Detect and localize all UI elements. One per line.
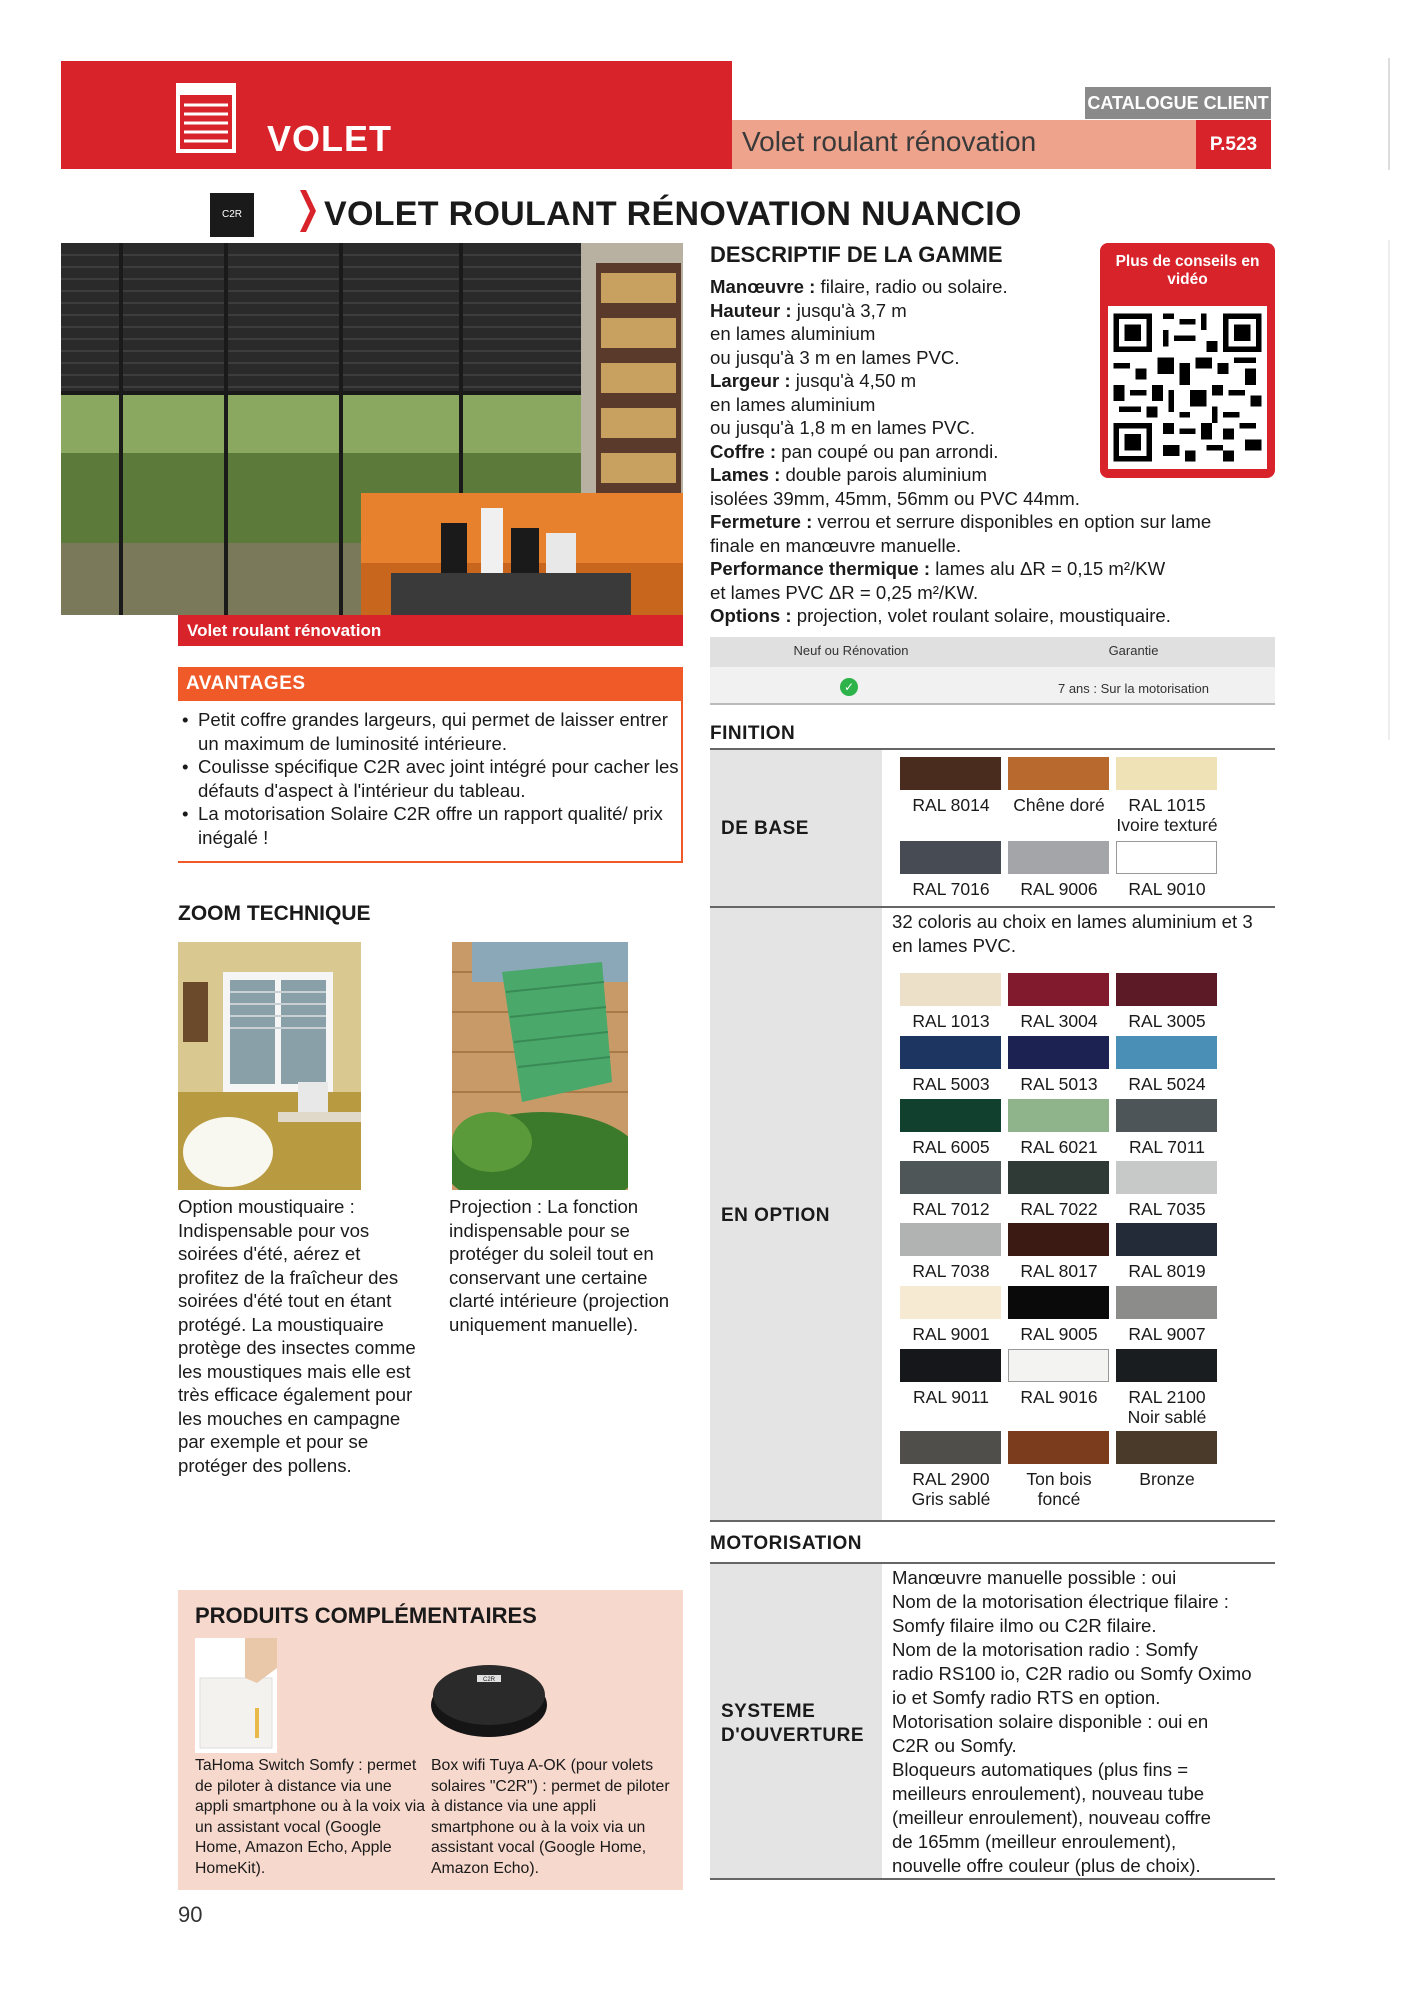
motorisation-line: Motorisation solaire disponible : oui en — [892, 1711, 1209, 1732]
motorisation-line: Nom de la motorisation électrique filaire : — [892, 1591, 1229, 1612]
roller-shutter-icon — [176, 83, 236, 153]
hero-photo — [61, 243, 683, 615]
color-swatch — [1116, 1223, 1217, 1256]
descriptif-line-text: et lames PVC ΔR = 0,25 m²/KW. — [710, 581, 979, 603]
base-label: DE BASE — [721, 818, 809, 839]
color-swatch — [1008, 757, 1109, 790]
motorisation-title: MOTORISATION — [710, 1533, 863, 1554]
color-subname: Gris sablé — [911, 1489, 991, 1509]
box-wifi-caption: Box wifi Tuya A-OK (pour volets solaires "C2R") : permet de piloter à distance via une appli smartphone ou à la voix via un assistant vocal (Google Home, Amazon Echo). — [431, 1757, 670, 1877]
descriptif-line-text: en lames aluminium — [710, 393, 876, 415]
page-title: VOLET ROULANT RÉNOVATION NUANCIO — [324, 195, 1022, 233]
descriptif-line-label: Lames : — [710, 464, 781, 485]
avantages-title: AVANTAGES — [178, 667, 683, 701]
motorisation-line: radio RS100 io, C2R radio ou Somfy Oximo — [892, 1663, 1252, 1684]
color-swatch-label — [1111, 1261, 1223, 1281]
color-subname: Noir sablé — [1127, 1407, 1207, 1427]
descriptif-line-text: en lames aluminium — [710, 323, 876, 344]
descriptif-line-text: projection, volet roulant solaire, moustiquaire. — [791, 605, 1171, 626]
descriptif-line-text: jusqu'à 4,50 m — [790, 370, 917, 391]
color-swatch — [900, 1099, 1001, 1132]
color-name: Bronze — [1139, 1469, 1195, 1489]
systeme-label-line2: D'OUVERTURE — [721, 1725, 865, 1746]
systeme-label-line1: SYSTEME — [721, 1701, 816, 1722]
color-swatch-label — [1111, 1387, 1223, 1427]
systeme-label — [721, 1700, 864, 1748]
descriptif-line — [710, 487, 1270, 511]
color-name: RAL 6021 — [1020, 1137, 1098, 1157]
color-swatch — [1116, 1161, 1217, 1194]
color-swatch — [900, 1223, 1001, 1256]
color-name: RAL 8014 — [912, 795, 990, 815]
descriptif-line-text: verrou et serrure disponibles en option sur lame — [812, 511, 1212, 532]
qr-caption: Plus de conseils en vidéo — [1115, 253, 1260, 288]
motorisation-line: Nom de la motorisation radio : Somfy — [892, 1639, 1198, 1660]
descriptif-line-text: lames alu ΔR = 0,15 m²/KW — [930, 558, 1166, 579]
color-swatch-label — [1111, 879, 1223, 899]
divider — [710, 1878, 1275, 1880]
color-swatch-label — [1111, 1074, 1223, 1094]
color-swatch-label — [895, 1261, 1007, 1281]
color-swatch-label — [895, 1011, 1007, 1031]
color-swatch — [900, 1349, 1001, 1382]
descriptif-line-text: pan coupé ou pan arrondi. — [776, 440, 999, 462]
color-swatch-label — [895, 795, 1007, 815]
descriptif-line — [710, 604, 1270, 628]
moustiquaire-caption: Option moustiquaire : Indispensable pour vos soirées d'été, aérez et profitez de la fraîcheur des soirées d'été tout en étant protégé. La moustiquaire protège des insectes comme les moustiques mais elle est très efficace également pour les mouches en campagne par exemple et pour se protéger des pollens. — [178, 1196, 416, 1476]
color-swatch — [1008, 1286, 1109, 1319]
projection-caption: Projection : La fonction indispensable pour se protéger du soleil tout en conservant une certaine clarté intérieure (projection uniquement manuelle). — [449, 1196, 670, 1335]
color-name: RAL 1013 — [912, 1011, 990, 1031]
color-swatch-label — [1003, 1387, 1115, 1407]
garantie-col-neuf: Neuf ou Rénovation — [793, 643, 909, 658]
color-name: Ton bois — [1026, 1469, 1092, 1489]
tahoma-caption: TaHoma Switch Somfy : permet de piloter à distance via une appli smartphone ou à la voix via un assistant vocal (Google Home, Amazon Echo, Apple HomeKit). — [195, 1757, 426, 1877]
color-swatch — [900, 1286, 1001, 1319]
color-swatch-label — [895, 879, 1007, 899]
chevron-right-icon — [300, 190, 316, 232]
color-swatch — [1008, 1349, 1109, 1382]
color-name: RAL 9007 — [1128, 1324, 1206, 1344]
color-name: RAL 9016 — [1020, 1387, 1098, 1407]
color-swatch — [1008, 1431, 1109, 1464]
color-swatch-label — [1111, 1324, 1223, 1344]
option-label: EN OPTION — [721, 1205, 831, 1226]
color-swatch-label — [895, 1074, 1007, 1094]
descriptif-title: DESCRIPTIF DE LA GAMME — [710, 242, 1003, 267]
color-swatch-label — [1111, 1137, 1223, 1157]
descriptif-line — [710, 534, 1270, 558]
c2r-logo: C2R — [210, 193, 254, 237]
color-swatch — [1008, 841, 1109, 874]
color-swatch-label — [1003, 879, 1115, 899]
descriptif-line-text: isolées 39mm, 45mm, 56mm ou PVC 44mm. — [710, 487, 1080, 509]
color-swatch-label — [1111, 1199, 1223, 1219]
box-wifi-photo — [429, 1650, 549, 1745]
hero-caption: Volet roulant rénovation — [178, 615, 683, 646]
moustiquaire-photo — [178, 942, 361, 1190]
avantage-item: • Petit coffre grandes largeurs, qui permet de laisser entrer un maximum de luminosité intérieure. — [180, 708, 680, 755]
finition-title: FINITION — [710, 723, 796, 744]
color-swatch — [1116, 1286, 1217, 1319]
descriptif-line — [710, 510, 1270, 534]
descriptif-line-text: jusqu'à 3,7 m — [791, 299, 907, 321]
page-number: 90 — [178, 1902, 203, 1927]
color-name: RAL 7011 — [1129, 1137, 1205, 1157]
color-swatch — [900, 1036, 1001, 1069]
color-name: RAL 7038 — [912, 1261, 990, 1281]
color-name: RAL 7012 — [912, 1199, 990, 1219]
color-name: Chêne doré — [1013, 795, 1105, 815]
box-brand-label: C2R — [482, 1677, 496, 1683]
qr-code[interactable] — [1108, 306, 1267, 469]
avantage-item: • Coulisse spécifique C2R avec joint intégré pour cacher les défauts d'aspect à l'intérieur du tableau. — [180, 755, 680, 802]
motorisation-body — [892, 1566, 1277, 1878]
color-swatch-label — [1111, 1011, 1223, 1031]
color-swatch-label — [1111, 1469, 1223, 1489]
descriptif-line — [710, 581, 1270, 605]
color-swatch — [1116, 1036, 1217, 1069]
color-swatch — [900, 841, 1001, 874]
color-name: RAL 9006 — [1020, 879, 1098, 899]
page-ref-badge: P.523 — [1196, 120, 1271, 169]
descriptif-line-label: Performance thermique : — [710, 558, 931, 579]
color-swatch — [1008, 973, 1109, 1006]
color-swatch — [1116, 1349, 1217, 1382]
color-name: RAL 8019 — [1128, 1261, 1206, 1281]
color-subname: Ivoire texturé — [1116, 815, 1218, 835]
motorisation-line: nouvelle offre couleur (plus de choix). — [892, 1855, 1201, 1876]
color-name: RAL 9005 — [1020, 1324, 1098, 1344]
color-name: RAL 2900 — [912, 1469, 990, 1489]
color-swatch-label — [1003, 1324, 1115, 1344]
header-red-band — [61, 61, 732, 169]
color-swatch — [900, 1161, 1001, 1194]
color-swatch-label — [895, 1469, 1007, 1509]
color-name: RAL 9011 — [913, 1387, 989, 1407]
color-swatch — [1116, 757, 1217, 790]
descriptif-line-text: ou jusqu'à 1,8 m en lames PVC. — [710, 417, 976, 438]
color-swatch-label — [1003, 1199, 1115, 1219]
color-swatch-label — [895, 1137, 1007, 1157]
color-name: RAL 8017 — [1020, 1261, 1098, 1281]
color-subname: foncé — [1037, 1489, 1081, 1509]
descriptif-line-label: Hauteur : — [710, 299, 792, 321]
color-swatch — [1008, 1223, 1109, 1256]
color-swatch-label — [895, 1324, 1007, 1344]
color-swatch — [1116, 841, 1217, 874]
catalogue-badge: CATALOGUE CLIENT — [1085, 87, 1271, 119]
color-swatch-label — [1003, 1074, 1115, 1094]
descriptif-line-text: finale en manœuvre manuelle. — [710, 534, 962, 556]
color-name: RAL 2100 — [1128, 1387, 1206, 1407]
descriptif-line-label: Coffre : — [710, 440, 777, 462]
color-name: RAL 9001 — [912, 1324, 990, 1344]
color-swatch-label — [1003, 1011, 1115, 1031]
motorisation-line: C2R ou Somfy. — [892, 1735, 1017, 1756]
color-swatch-label — [1003, 1137, 1115, 1157]
color-name: RAL 7016 — [912, 879, 990, 899]
motorisation-line: (meilleur enroulement), nouveau coffre — [892, 1807, 1212, 1828]
descriptif-line-label: Options : — [710, 605, 792, 626]
color-name: RAL 5013 — [1020, 1074, 1098, 1094]
color-swatch-label — [1003, 1469, 1115, 1509]
color-name: RAL 7022 — [1020, 1199, 1098, 1219]
color-swatch — [900, 973, 1001, 1006]
descriptif-line-text: filaire, radio ou solaire. — [815, 276, 1008, 297]
motorisation-line: Somfy filaire ilmo ou C2R filaire. — [892, 1615, 1157, 1636]
margin-rule — [1388, 58, 1390, 170]
color-swatch — [1116, 1099, 1217, 1132]
descriptif-line-label: Largeur : — [710, 370, 791, 391]
color-swatch-label — [895, 1387, 1007, 1407]
descriptif-line-text: double parois aluminium — [780, 464, 987, 485]
descriptif-line — [710, 557, 1270, 581]
descriptif-line-label: Manœuvre : — [710, 276, 816, 297]
divider — [710, 1520, 1275, 1522]
produits-title: PRODUITS COMPLÉMENTAIRES — [195, 1603, 537, 1628]
margin-rule — [1388, 240, 1390, 740]
color-swatch — [1008, 1036, 1109, 1069]
color-swatch-label — [1003, 795, 1115, 815]
avantages-list — [180, 708, 680, 849]
garantie-col-garantie: Garantie — [1108, 643, 1159, 658]
color-swatch — [1008, 1161, 1109, 1194]
color-name: RAL 3004 — [1020, 1011, 1098, 1031]
color-swatch-label — [1111, 795, 1223, 835]
color-name: RAL 9010 — [1128, 879, 1206, 899]
zoom-title: ZOOM TECHNIQUE — [178, 902, 371, 925]
check-icon: ✓ — [840, 678, 858, 696]
color-swatch — [1116, 1431, 1217, 1464]
color-name: RAL 3005 — [1128, 1011, 1206, 1031]
tahoma-photo — [195, 1638, 277, 1753]
descriptif-line-label: Fermeture : — [710, 511, 813, 532]
header-subtitle: Volet roulant rénovation — [742, 126, 1037, 157]
color-name: RAL 5003 — [912, 1074, 990, 1094]
motorisation-line: Manœuvre manuelle possible : oui — [892, 1567, 1177, 1588]
descriptif-line-text: ou jusqu'à 3 m en lames PVC. — [710, 346, 960, 368]
motorisation-line: meilleurs enroulement), nouveau tube — [892, 1783, 1205, 1804]
avantage-item: • La motorisation Solaire C2R offre un rapport qualité/ prix inégalé ! — [180, 802, 680, 849]
garantie-value: 7 ans : Sur la motorisation — [1057, 681, 1210, 696]
color-swatch — [1008, 1099, 1109, 1132]
color-swatch — [1116, 973, 1217, 1006]
motorisation-line: io et Somfy radio RTS en option. — [892, 1687, 1161, 1708]
color-name: RAL 1015 — [1128, 795, 1206, 815]
color-swatch-label — [895, 1199, 1007, 1219]
color-swatch — [900, 757, 1001, 790]
color-name: RAL 7035 — [1128, 1199, 1206, 1219]
motorisation-line: de 165mm (meilleur enroulement), — [892, 1831, 1177, 1852]
color-swatch — [900, 1431, 1001, 1464]
projection-photo — [452, 942, 628, 1190]
section-title: VOLET — [267, 118, 393, 159]
motorisation-line: Bloqueurs automatiques (plus fins = — [892, 1759, 1189, 1780]
color-name: RAL 5024 — [1128, 1074, 1206, 1094]
color-name: RAL 6005 — [912, 1137, 990, 1157]
option-intro: 32 coloris au choix en lames aluminium et 3 en lames PVC. — [892, 911, 1253, 956]
color-swatch-label — [1003, 1261, 1115, 1281]
